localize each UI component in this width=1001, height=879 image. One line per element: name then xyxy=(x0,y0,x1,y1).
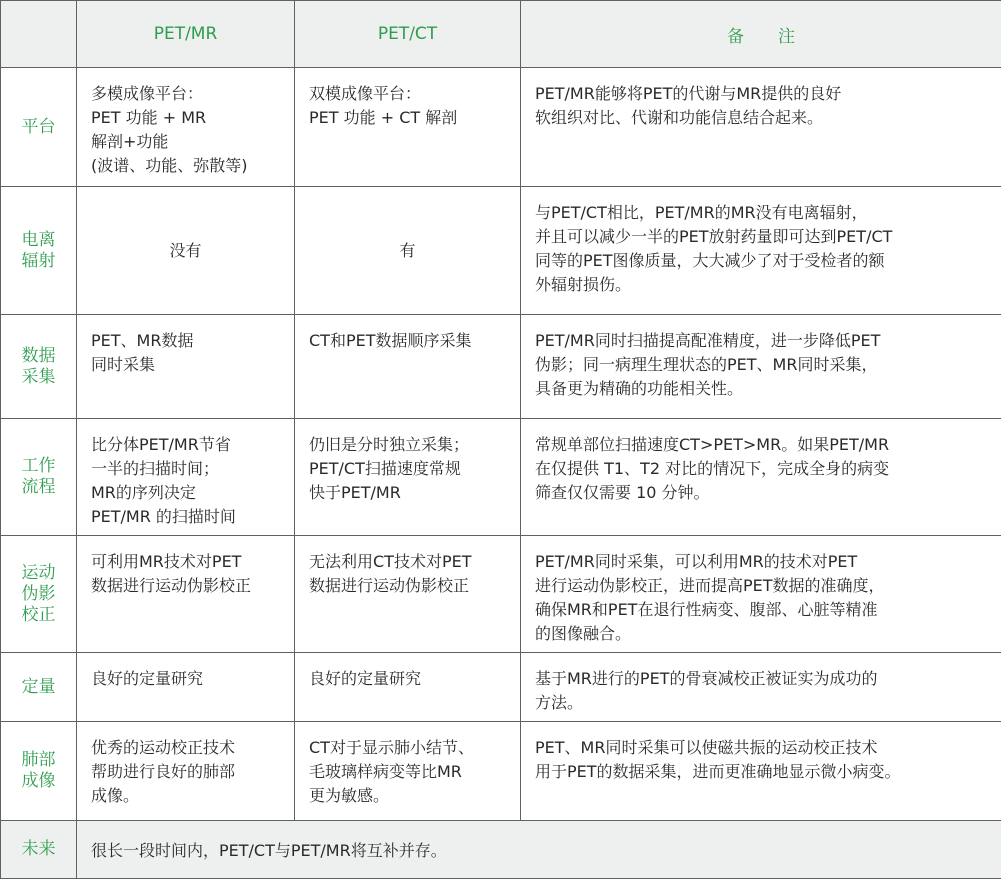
cell-line: 成像 xyxy=(1,771,76,792)
header-notes: 备 注 xyxy=(521,1,1001,68)
notes-cell xyxy=(521,315,1001,419)
cell-line: 良好的定量研究 xyxy=(91,667,284,691)
row-label xyxy=(1,536,77,653)
table-row xyxy=(1,419,1001,536)
cell-line: 用于PET的数据采集，进而更准确地显示微小病变。 xyxy=(535,760,991,784)
cell-line: 的图像融合。 xyxy=(535,622,991,646)
cell-line: MR的序列决定 xyxy=(91,481,284,505)
cell-line: 伪影；同一病理生理状态的PET、MR同时采集， xyxy=(535,353,991,377)
cell-line: 数据 xyxy=(1,346,76,367)
future-row xyxy=(1,821,1001,879)
pet-mr-cell xyxy=(77,722,295,821)
cell-line: 并且可以减少一半的PET放射药量即可达到PET/CT xyxy=(535,225,991,249)
notes-cell xyxy=(521,419,1001,536)
cell-line: 同等的PET图像质量，大大减少了对于受检者的额 xyxy=(535,249,991,273)
cell-line: 常规单部位扫描速度CT>PET>MR。如果PET/MR xyxy=(535,433,991,457)
table-row xyxy=(1,68,1001,187)
table-row xyxy=(1,315,1001,419)
cell-line: 外辐射损伤。 xyxy=(535,273,991,297)
pet-ct-cell xyxy=(295,187,521,315)
pet-ct-cell xyxy=(295,536,521,653)
cell-line: 帮助进行良好的肺部 xyxy=(91,760,284,784)
table-body xyxy=(1,68,1001,879)
future-label: 未来 xyxy=(1,821,77,879)
cell-line: 数据进行运动伪影校正 xyxy=(309,574,510,598)
pet-mr-cell xyxy=(77,315,295,419)
cell-line: 优秀的运动校正技术 xyxy=(91,736,284,760)
cell-line: PET、MR数据 xyxy=(91,329,284,353)
cell-line: 数据进行运动伪影校正 xyxy=(91,574,284,598)
row-label xyxy=(1,187,77,315)
cell-line: 成像。 xyxy=(91,784,284,808)
cell-line: CT和PET数据顺序采集 xyxy=(309,329,510,353)
cell-line: PET 功能 + CT 解剖 xyxy=(309,106,510,130)
cell-line: 更为敏感。 xyxy=(309,784,510,808)
cell-line: 校正 xyxy=(1,605,76,626)
cell-line: 解剖+功能 xyxy=(91,130,284,154)
pet-mr-cell xyxy=(77,536,295,653)
future-text: 很长一段时间内，PET/CT与PET/MR将互补并存。 xyxy=(77,821,1001,879)
cell-line: 同时采集 xyxy=(91,353,284,377)
notes-cell xyxy=(521,722,1001,821)
row-label xyxy=(1,722,77,821)
cell-line: 进行运动伪影校正，进而提高PET数据的准确度， xyxy=(535,574,991,598)
table-row xyxy=(1,722,1001,821)
cell-line: 运动 xyxy=(1,563,76,584)
cell-line: 多模成像平台： xyxy=(91,82,284,106)
row-label xyxy=(1,315,77,419)
header-corner xyxy=(1,1,77,68)
cell-line: 没有 xyxy=(77,239,294,263)
table-row xyxy=(1,187,1001,315)
pet-ct-cell xyxy=(295,653,521,722)
cell-line: 流程 xyxy=(1,477,76,498)
table-row xyxy=(1,653,1001,722)
cell-line: PET/CT扫描速度常规 xyxy=(309,457,510,481)
cell-line: 在仅提供 T1、T2 对比的情况下，完成全身的病变 xyxy=(535,457,991,481)
header-pet-mr: PET/MR xyxy=(77,1,295,68)
cell-line: (波谱、功能、弥散等) xyxy=(91,154,284,178)
notes-cell xyxy=(521,653,1001,722)
cell-line: PET/MR同时扫描提高配准精度，进一步降低PET xyxy=(535,329,991,353)
cell-line: 毛玻璃样病变等比MR xyxy=(309,760,510,784)
row-label xyxy=(1,653,77,722)
notes-cell xyxy=(521,536,1001,653)
cell-line: 采集 xyxy=(1,367,76,388)
cell-line: 无法利用CT技术对PET xyxy=(309,550,510,574)
table-row xyxy=(1,536,1001,653)
cell-line: 良好的定量研究 xyxy=(309,667,510,691)
cell-line: PET/MR 的扫描时间 xyxy=(91,505,284,529)
pet-mr-cell xyxy=(77,187,295,315)
cell-line: 平台 xyxy=(1,117,76,138)
cell-line: 具备更为精确的功能相关性。 xyxy=(535,377,991,401)
cell-line: 可利用MR技术对PET xyxy=(91,550,284,574)
notes-cell xyxy=(521,68,1001,187)
cell-line: 基于MR进行的PET的骨衰减校正被证实为成功的 xyxy=(535,667,991,691)
cell-line: 快于PET/MR xyxy=(309,481,510,505)
row-label xyxy=(1,68,77,187)
cell-line: 工作 xyxy=(1,456,76,477)
cell-line: 与PET/CT相比，PET/MR的MR没有电离辐射， xyxy=(535,201,991,225)
cell-line: PET 功能 + MR xyxy=(91,106,284,130)
header-pet-ct: PET/CT xyxy=(295,1,521,68)
pet-ct-cell xyxy=(295,722,521,821)
pet-ct-cell xyxy=(295,315,521,419)
pet-ct-cell xyxy=(295,68,521,187)
pet-mr-cell xyxy=(77,68,295,187)
cell-line: 双模成像平台： xyxy=(309,82,510,106)
cell-line: PET/MR同时采集，可以利用MR的技术对PET xyxy=(535,550,991,574)
cell-line: 仍旧是分时独立采集； xyxy=(309,433,510,457)
cell-line: 肺部 xyxy=(1,750,76,771)
cell-line: 软组织对比、代谢和功能信息结合起来。 xyxy=(535,106,991,130)
cell-line: 辐射 xyxy=(1,251,76,272)
cell-line: 一半的扫描时间； xyxy=(91,457,284,481)
row-label xyxy=(1,419,77,536)
cell-line: CT对于显示肺小结节、 xyxy=(309,736,510,760)
pet-mr-cell xyxy=(77,653,295,722)
cell-line: PET/MR能够将PET的代谢与MR提供的良好 xyxy=(535,82,991,106)
cell-line: 有 xyxy=(295,239,520,263)
cell-line: 方法。 xyxy=(535,691,991,715)
cell-line: 伪影 xyxy=(1,584,76,605)
cell-line: 筛查仅仅需要 10 分钟。 xyxy=(535,481,991,505)
cell-line: PET、MR同时采集可以使磁共振的运动校正技术 xyxy=(535,736,991,760)
cell-line: 比分体PET/MR节省 xyxy=(91,433,284,457)
cell-line: 定量 xyxy=(1,677,76,698)
pet-ct-cell xyxy=(295,419,521,536)
notes-cell xyxy=(521,187,1001,315)
cell-line: 电离 xyxy=(1,230,76,251)
cell-line: 确保MR和PET在退行性病变、腹部、心脏等精准 xyxy=(535,598,991,622)
pet-mr-cell xyxy=(77,419,295,536)
header-row xyxy=(1,1,1001,68)
